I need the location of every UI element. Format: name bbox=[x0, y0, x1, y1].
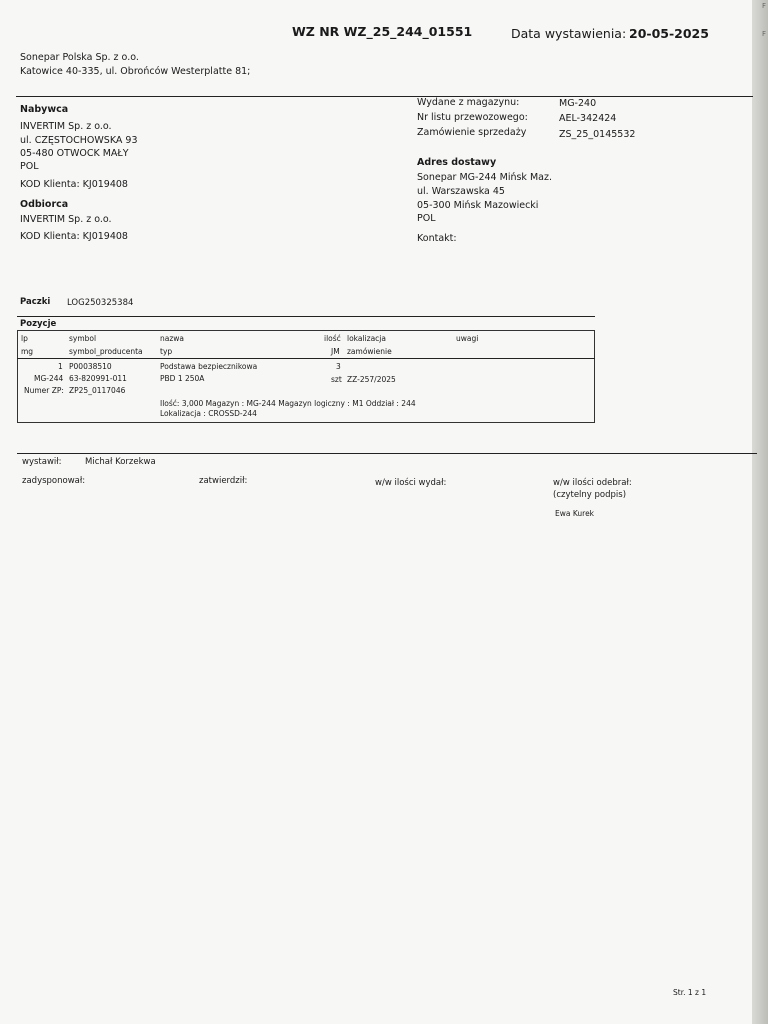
issued-label: wystawił: bbox=[22, 457, 62, 467]
issued-value: Michał Korzekwa bbox=[85, 457, 156, 467]
buyer-heading: Nabywca bbox=[20, 104, 69, 115]
divider bbox=[16, 96, 753, 97]
col-header-nazwa: nazwa bbox=[160, 334, 185, 343]
item-ilosc: 3 bbox=[336, 362, 341, 371]
item-zp-value: ZP25_0117046 bbox=[69, 386, 126, 395]
col-header-symbol: symbol bbox=[69, 334, 97, 343]
item-mg: MG-244 bbox=[34, 374, 64, 383]
seller-address: Katowice 40-335, ul. Obrońców Westerplatte 81; bbox=[20, 66, 251, 77]
divider bbox=[17, 316, 595, 317]
seller-name: Sonepar Polska Sp. z o.o. bbox=[20, 52, 139, 63]
buyer-name: INVERTIM Sp. z o.o. bbox=[20, 121, 112, 132]
handed-label: w/w ilości wydał: bbox=[375, 478, 447, 488]
delivery-city: 05-300 Mińsk Mazowiecki bbox=[417, 200, 539, 211]
col-header-lokalizacja: lokalizacja bbox=[347, 334, 386, 343]
warehouse-label: Wydane z magazynu: bbox=[417, 97, 520, 108]
divider bbox=[17, 453, 757, 454]
delivery-name: Sonepar MG-244 Mińsk Maz. bbox=[417, 172, 552, 183]
item-nazwa: Podstawa bezpiecznikowa bbox=[160, 362, 258, 371]
item-detail-line-2: Lokalizacja : CROSSD-244 bbox=[160, 409, 257, 418]
recipient-heading: Odbiorca bbox=[20, 199, 69, 210]
col-header-zamowienie: zamówienie bbox=[347, 347, 392, 356]
col-header-ilosc: ilość bbox=[324, 334, 341, 343]
packages-value: LOG250325384 bbox=[67, 298, 134, 308]
item-lp: 1 bbox=[58, 362, 63, 371]
document-number: WZ NR WZ_25_244_01551 bbox=[292, 24, 473, 39]
positions-header-divider bbox=[17, 358, 595, 359]
col-header-mg: mg bbox=[21, 347, 34, 356]
delivery-street: ul. Warszawska 45 bbox=[417, 186, 505, 197]
delivery-country: POL bbox=[417, 213, 436, 224]
date-value: 20-05-2025 bbox=[629, 26, 709, 41]
disposed-label: zadysponował: bbox=[22, 476, 86, 486]
waybill-value: AEL-342424 bbox=[559, 113, 617, 124]
buyer-client-code: KOD Klienta: KJ019408 bbox=[20, 179, 128, 190]
item-zamowienie: ZZ-257/2025 bbox=[347, 375, 396, 384]
col-header-uwagi: uwagi bbox=[456, 334, 479, 343]
buyer-street: ul. CZĘSTOCHOWSKA 93 bbox=[20, 135, 138, 146]
positions-heading: Pozycje bbox=[20, 319, 57, 329]
packages-label: Paczki bbox=[20, 297, 51, 307]
page-edge-shadow bbox=[752, 0, 768, 1024]
recipient-name: INVERTIM Sp. z o.o. bbox=[20, 214, 112, 225]
col-header-jm: JM bbox=[331, 347, 340, 356]
item-zp-label: Numer ZP: bbox=[24, 386, 64, 395]
received-sublabel: (czytelny podpis) bbox=[553, 490, 627, 500]
col-header-lp: lp bbox=[21, 334, 28, 343]
order-label: Zamówienie sprzedaży bbox=[417, 127, 527, 138]
col-header-symbol-producenta: symbol_producenta bbox=[69, 347, 143, 356]
item-typ: PBD 1 250A bbox=[160, 374, 205, 383]
delivery-contact-label: Kontakt: bbox=[417, 233, 457, 244]
page-number: Str. 1 z 1 bbox=[673, 988, 707, 997]
edge-mark: F bbox=[762, 2, 767, 10]
item-detail-line-1: Ilość: 3,000 Magazyn : MG-244 Magazyn logiczny : M1 Oddział : 244 bbox=[160, 399, 416, 408]
col-header-typ: typ bbox=[160, 347, 173, 356]
date-label: Data wystawienia: bbox=[511, 26, 627, 41]
edge-mark: F bbox=[762, 30, 767, 38]
received-name: Ewa Kurek bbox=[555, 509, 595, 518]
approved-label: zatwierdził: bbox=[199, 476, 248, 486]
order-value: ZS_25_0145532 bbox=[559, 129, 636, 140]
item-symbol-producenta: 63-820991-011 bbox=[69, 374, 127, 383]
item-jm: szt bbox=[331, 375, 342, 384]
recipient-client-code: KOD Klienta: KJ019408 bbox=[20, 231, 128, 242]
buyer-city: 05-480 OTWOCK MAŁY bbox=[20, 148, 129, 159]
buyer-country: POL bbox=[20, 161, 39, 172]
warehouse-value: MG-240 bbox=[559, 98, 597, 109]
received-label: w/w ilości odebrał: bbox=[553, 478, 632, 488]
delivery-heading: Adres dostawy bbox=[417, 157, 497, 168]
item-symbol: P00038510 bbox=[69, 362, 112, 371]
waybill-label: Nr listu przewozowego: bbox=[417, 112, 528, 123]
